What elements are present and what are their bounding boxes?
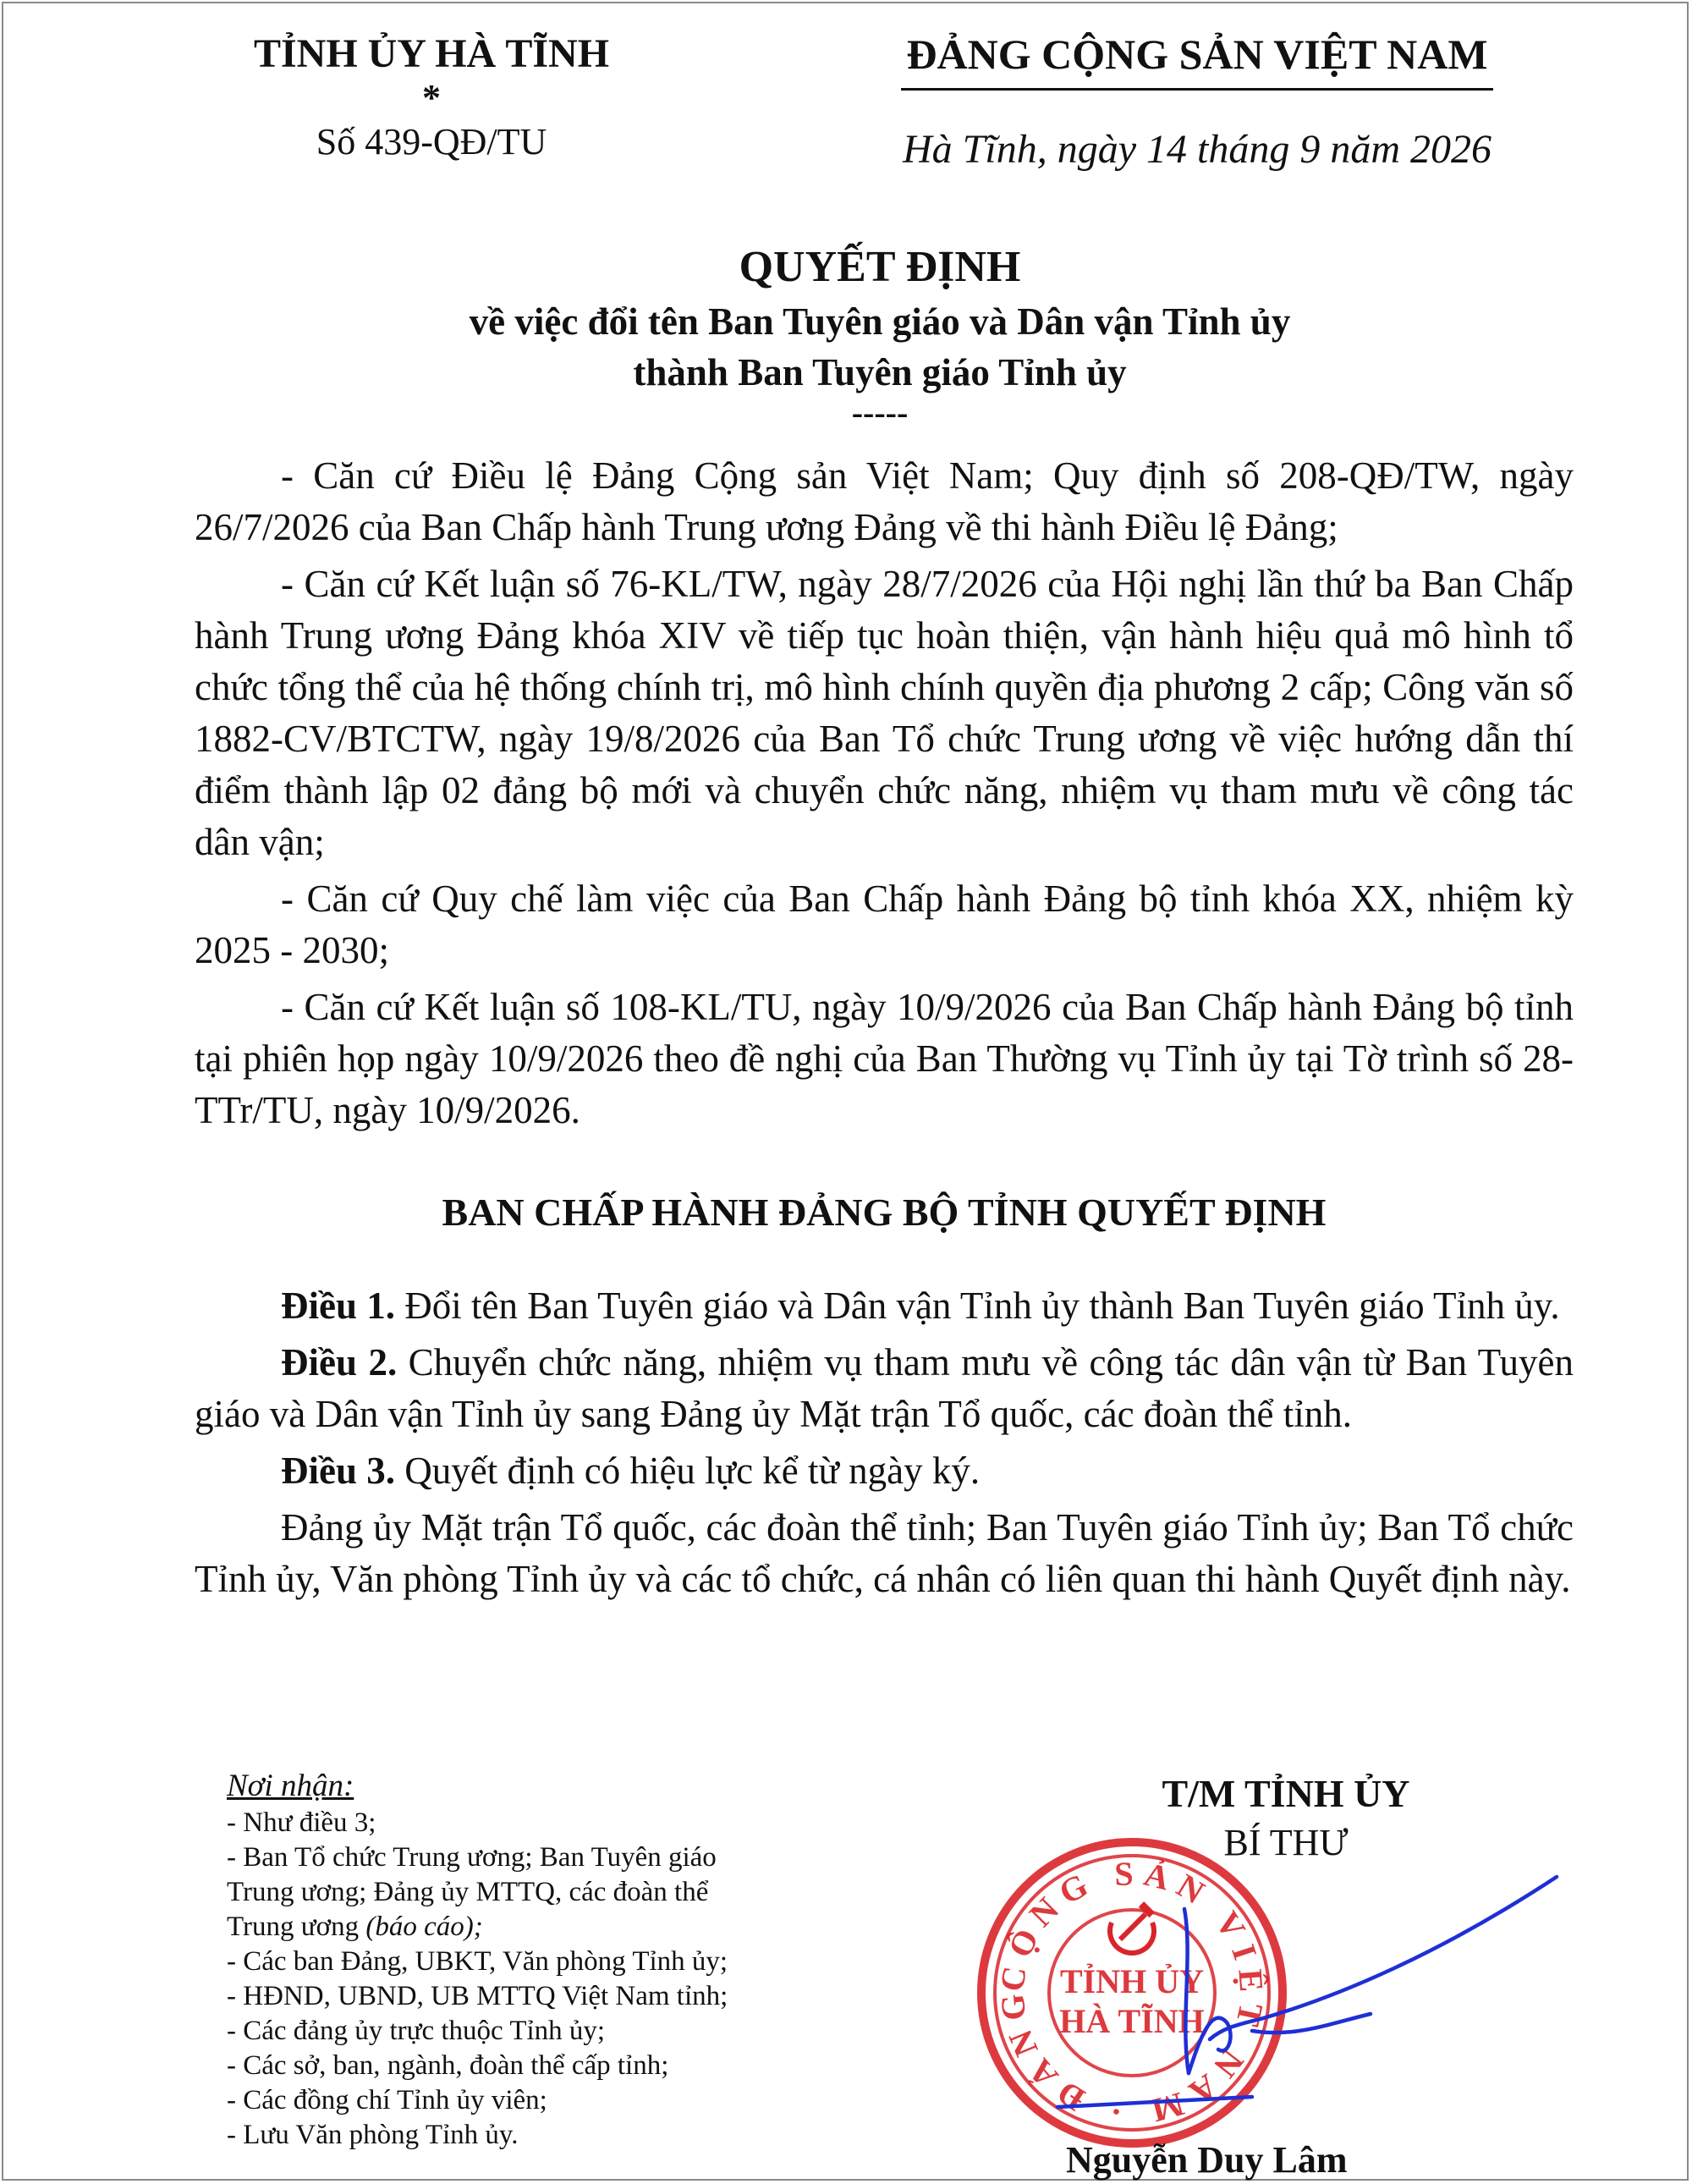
- recipient-item-report: [227, 1910, 870, 1945]
- seal-ring-text: CỘNG SẢN VIỆT NAM · ĐẢNG: [992, 1854, 1272, 2132]
- decision-heading: BAN CHẤP HÀNH ĐẢNG BỘ TỈNH QUYẾT ĐỊNH: [442, 1191, 1327, 1234]
- recipient-item: - Lưu Văn phòng Tỉnh ủy.: [227, 2120, 519, 2150]
- title-separator: -----: [851, 393, 909, 432]
- seal-center-line2: HÀ TĨNH: [1059, 2002, 1205, 2040]
- execution-paragraph: Đảng ủy Mặt trận Tổ quốc, các đoàn thể tỉnh; Ban Tuyên giáo Tỉnh ủy; Ban Tổ chức Tỉnh ủy, Văn phòng Tỉnh ủy và các tổ chức, cá nhân có liên quan thi hành Quyết định này.: [195, 1506, 1574, 1600]
- recipient-item: - Các sở, ban, ngành, đoàn thể cấp tỉnh;: [227, 2050, 669, 2081]
- header-right: [838, 25, 1557, 175]
- organization-name: TỈNH ỦY HÀ TĨNH: [253, 31, 610, 76]
- party-name: ĐẢNG CỘNG SẢN VIỆT NAM: [906, 30, 1488, 78]
- document-body: [195, 450, 1574, 1610]
- place-date: Hà Tĩnh, ngày 14 tháng 9 năm 2026: [903, 127, 1491, 172]
- article-text: Đổi tên Ban Tuyên giáo và Dân vận Tỉnh ủy thành Ban Tuyên giáo Tỉnh ủy.: [395, 1285, 1560, 1327]
- party-name-underline: [901, 88, 1493, 91]
- basis-paragraph: - Căn cứ Quy chế làm việc của Ban Chấp hành Đảng bộ tỉnh khóa XX, nhiệm kỳ 2025 - 2030;: [195, 877, 1574, 971]
- document-number: Số 439-QĐ/TU: [316, 121, 547, 162]
- article-label: Điều 1.: [281, 1285, 395, 1327]
- recipient-item: - Các ban Đảng, UBKT, Văn phòng Tỉnh ủy;: [227, 1946, 728, 1977]
- article-1: [195, 1280, 1574, 1332]
- document-title: [169, 239, 1590, 432]
- recipient-item: - Ban Tổ chức Trung ương; Ban Tuyên giáo: [227, 1842, 717, 1873]
- basis-paragraph: - Căn cứ Kết luận số 108-KL/TU, ngày 10/9/2026 của Ban Chấp hành Đảng bộ tỉnh tại phiên họp ngày 10/9/2026 theo đề nghị của Ban Thường vụ Tỉnh ủy tại Tờ trình số 28-TTr/TU, ngày 10/9/2026.: [195, 986, 1574, 1131]
- article-label: Điều 2.: [281, 1341, 398, 1384]
- title-main: QUYẾT ĐỊNH: [739, 243, 1021, 291]
- header-left: [169, 25, 694, 168]
- seal-center-line1: TỈNH ỦY: [1059, 1962, 1205, 2000]
- recipient-item: - Như điều 3;: [227, 1807, 376, 1838]
- article-text: Chuyển chức năng, nhiệm vụ tham mưu về công tác dân vận từ Ban Tuyên giáo và Dân vận Tỉnh ủy sang Đảng ủy Mặt trận Tổ quốc, các đoàn thể tỉnh.: [195, 1341, 1574, 1435]
- basis-paragraph: - Căn cứ Điều lệ Đảng Cộng sản Việt Nam; Quy định số 208-QĐ/TW, ngày 26/7/2026 của Ban Chấp hành Trung ương Đảng về thi hành Điều lệ Đảng;: [195, 454, 1574, 548]
- official-seal-icon: [931, 1828, 1658, 2184]
- on-behalf-of: T/M TỈNH ỦY: [1162, 1772, 1410, 1815]
- signer-position: BÍ THƯ: [1223, 1822, 1349, 1863]
- recipients-title: Nơi nhận:: [227, 1769, 354, 1803]
- signer-name: Nguyễn Duy Lâm: [1066, 2139, 1348, 2181]
- basis-paragraph: - Căn cứ Kết luận số 76-KL/TW, ngày 28/7/2026 của Hội nghị lần thứ ba Ban Chấp hành Trung ương Đảng khóa XIV về tiếp tục hoàn thiện, vận hành hiệu quả mô hình tổ chức tổng thể của hệ thống chính trị, mô hình chính quyền địa phương 2 cấp; Công văn số 1882-CV/BTCTW, ngày 19/8/2026 của Ban Tổ chức Trung ương về việc hướng dẫn thí điểm thành lập 02 đảng bộ mới và chuyển chức năng, nhiệm vụ tham mưu về công tác dân vận;: [195, 563, 1574, 863]
- report-note: (báo cáo);: [365, 1912, 483, 1942]
- title-subject-line2: thành Ban Tuyên giáo Tỉnh ủy: [633, 351, 1127, 393]
- title-subject-line1: về việc đổi tên Ban Tuyên giáo và Dân vận Tỉnh ủy: [469, 300, 1291, 343]
- header-star: *: [422, 77, 441, 118]
- article-text: Quyết định có hiệu lực kể từ ngày ký.: [395, 1450, 981, 1492]
- article-label: Điều 3.: [281, 1450, 395, 1492]
- article-2: [195, 1337, 1574, 1440]
- recipient-item: Trung ương; Đảng ủy MTTQ, các đoàn thể: [227, 1877, 709, 1907]
- article-3: [195, 1445, 1574, 1497]
- recipient-central: Trung ương: [227, 1912, 360, 1942]
- recipients-list: [227, 1767, 870, 2153]
- recipient-item: - HĐND, UBND, UB MTTQ Việt Nam tỉnh;: [227, 1981, 728, 2011]
- recipient-item: - Các đảng ủy trực thuộc Tỉnh ủy;: [227, 2016, 606, 2046]
- recipient-item: - Các đồng chí Tỉnh ủy viên;: [227, 2085, 547, 2115]
